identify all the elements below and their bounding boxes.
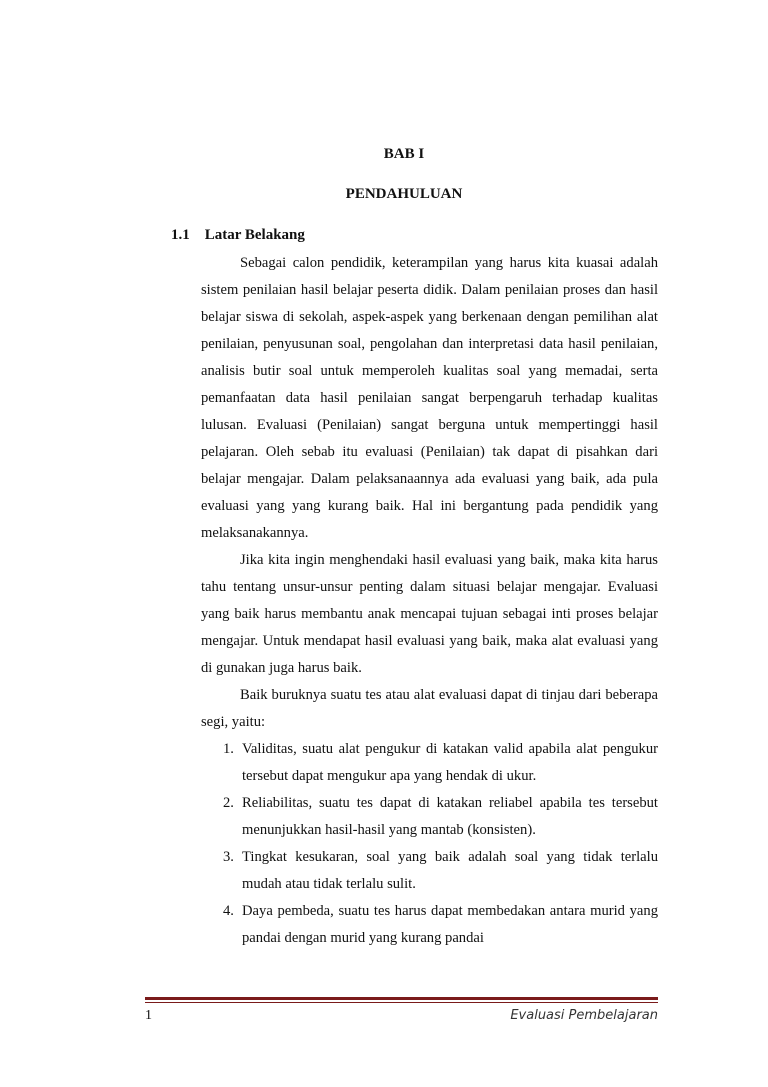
list-item-text: Validitas, suatu alat pengukur di katakan valid apabila alat pengukur tersebut dapat mengukur apa yang hendak di ukur. (242, 741, 658, 784)
section-title: Latar Belakang (204, 227, 305, 243)
list-item-number: 3. (223, 849, 234, 865)
list-item-number: 2. (223, 795, 234, 811)
section-number: 1.1 (171, 227, 190, 243)
section-heading (171, 227, 305, 244)
list-item (201, 898, 658, 952)
list-item (201, 844, 658, 898)
criteria-list (201, 736, 658, 952)
list-item-number: 1. (223, 741, 234, 757)
paragraph: Baik buruknya suatu tes atau alat evaluasi dapat di tinjau dari beberapa segi, yaitu: (201, 687, 658, 730)
section-body (201, 250, 658, 952)
chapter-number: BAB I (383, 146, 425, 162)
paragraph: Sebagai calon pendidik, keterampilan yang harus kita kuasai adalah sistem penilaian hasil belajar peserta didik. Dalam penilaian proses dan hasil belajar siswa di sekolah, aspek-aspek yang berkenaan dengan pemilihan alat penilaian, penyusunan soal, pengolahan dan interpretasi data hasil penilaian, analisis butir soal untuk memperoleh kualitas soal yang memadai, serta pemanfaatan data hasil penilaian sangat berpengaruh terhadap kualitas lulusan. Evaluasi (Penilaian) sangat berguna untuk mempertinggi hasil pelajaran. Oleh sebab itu evaluasi (Penilaian) tak dapat di pisahkan dari belajar mengajar. Dalam pelaksanaannya ada evaluasi yang baik, ada pula evaluasi yang yang kurang baik. Hal ini bergantung pada pendidik yang melaksanakannya. (201, 255, 658, 541)
list-item-text: Tingkat kesukaran, soal yang baik adalah soal yang tidak terlalu mudah atau tidak terlalu sulit. (242, 849, 658, 892)
list-item-number: 4. (223, 903, 234, 919)
footer-rule-thin (145, 1002, 658, 1003)
footer-rule (145, 997, 658, 1000)
chapter-title: PENDAHULUAN (345, 186, 463, 202)
paragraph: Jika kita ingin menghendaki hasil evaluasi yang baik, maka kita harus tahu tentang unsur-unsur penting dalam situasi belajar mengajar. Evaluasi yang baik harus membantu anak mencapai tujuan sebagai inti proses belajar mengajar. Untuk mendapat hasil evaluasi yang baik, maka alat evaluasi yang di gunakan juga harus baik. (201, 552, 658, 676)
list-item-text: Reliabilitas, suatu tes dapat di katakan reliabel apabila tes tersebut menunjukkan hasil-hasil yang mantab (konsisten). (242, 795, 658, 838)
footer-title: Evaluasi Pembelajaran (510, 1008, 658, 1023)
list-item (201, 736, 658, 790)
list-item-text: Daya pembeda, suatu tes harus dapat membedakan antara murid yang pandai dengan murid yang kurang pandai (242, 903, 658, 946)
list-item (201, 790, 658, 844)
page-number: 1 (145, 1008, 152, 1023)
